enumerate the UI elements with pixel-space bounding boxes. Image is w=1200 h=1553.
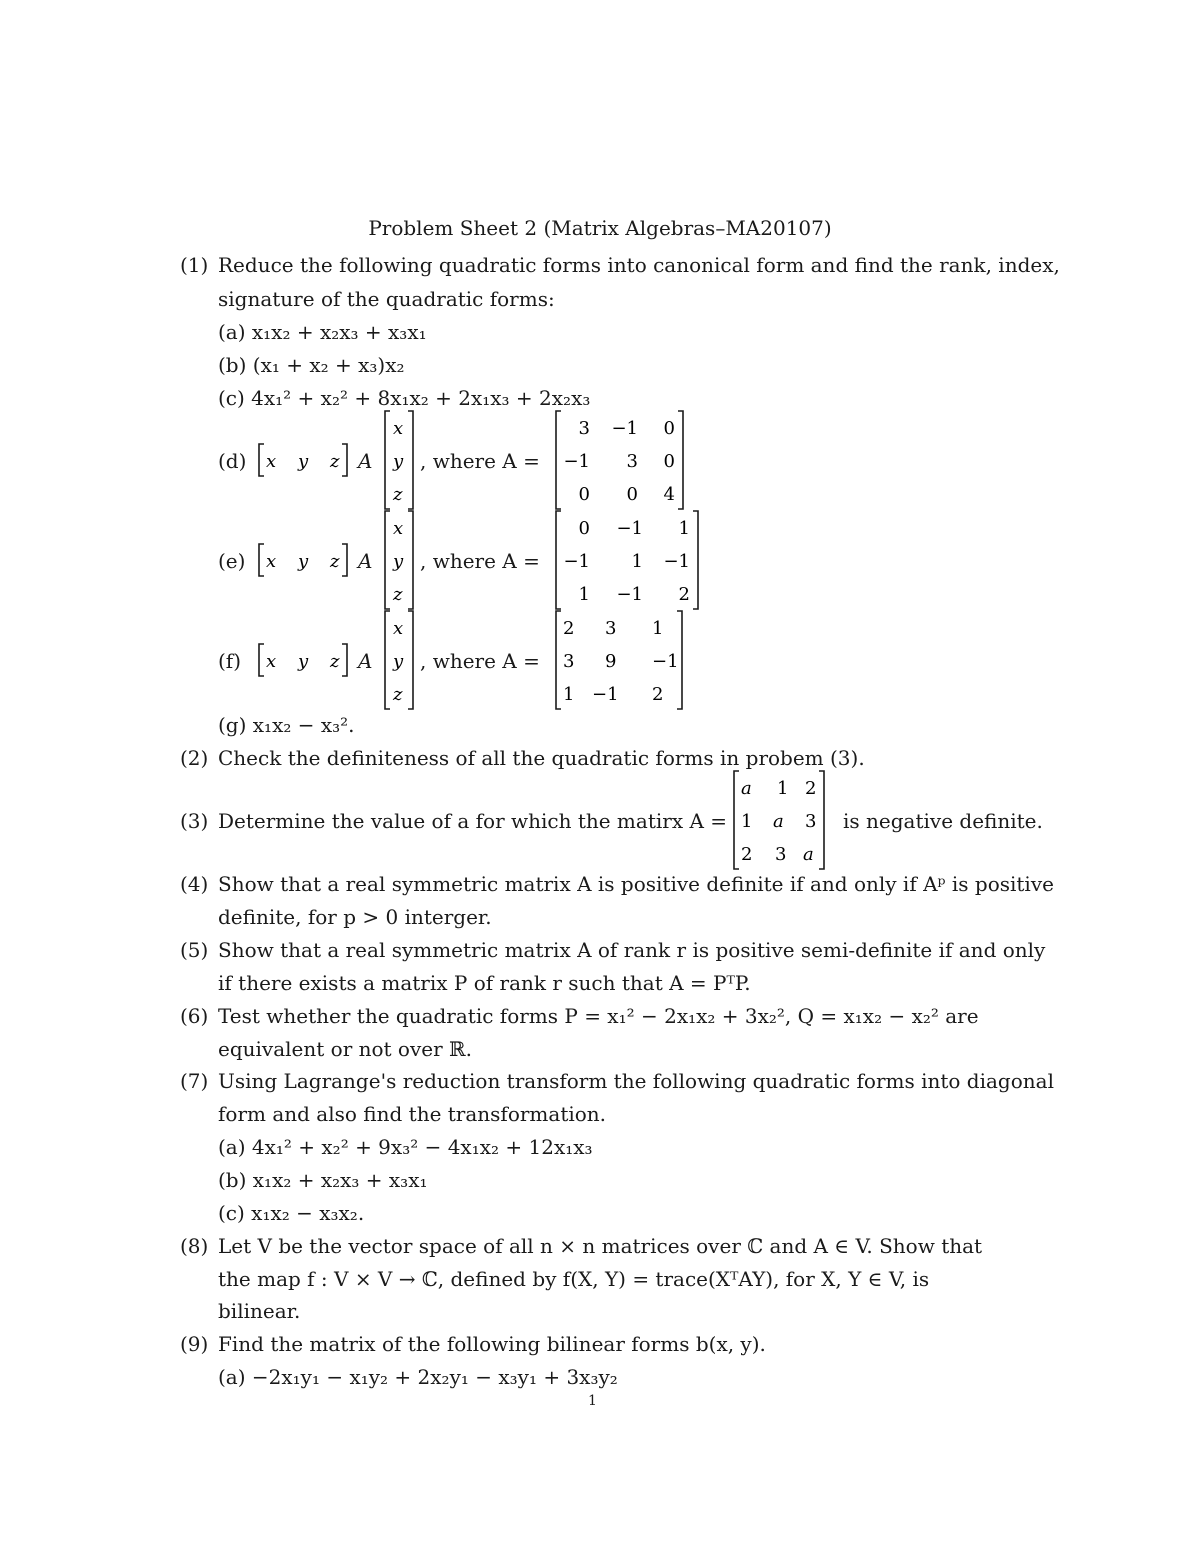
svg-text:x: x — [393, 418, 404, 439]
svg-text:x: x — [393, 618, 404, 639]
svg-text:0: 0 — [578, 518, 590, 539]
svg-text:4: 4 — [663, 484, 675, 505]
svg-text:−1: −1 — [616, 584, 643, 605]
problem-7-line1: Using Lagrange's reduction transform the following quadratic forms into diagonal — [218, 1069, 1054, 1093]
row-vec-y: y — [298, 451, 309, 472]
problem-7c: (c) x₁x₂ − x₃x₂. — [218, 1201, 365, 1225]
problem-1-number: (1) — [180, 253, 209, 277]
svg-text:−1: −1 — [663, 551, 690, 572]
svg-text:1: 1 — [652, 618, 664, 639]
problem-3-number: (3) — [180, 809, 209, 833]
svg-text:x: x — [266, 651, 277, 672]
svg-text:a: a — [773, 811, 784, 832]
svg-text:y: y — [298, 551, 309, 572]
problem-1c: (c) 4x₁² + x₂² + 8x₁x₂ + 2x₁x₃ + 2x₂x₃ — [218, 386, 591, 410]
svg-text:−1: −1 — [652, 651, 679, 672]
svg-text:1: 1 — [563, 684, 575, 705]
matrix-a-symbol: A — [358, 449, 373, 473]
problem-8-line2: the map f : V × V → ℂ, defined by f(X, Y) = trace(XᵀAY), for X, Y ∈ V, is — [218, 1267, 930, 1291]
svg-text:1: 1 — [578, 584, 590, 605]
svg-text:−1: −1 — [611, 418, 638, 439]
svg-text:3: 3 — [626, 451, 638, 472]
page-number: 1 — [588, 1393, 597, 1409]
svg-text:y: y — [393, 451, 404, 472]
svg-text:0: 0 — [578, 484, 590, 505]
svg-text:2: 2 — [678, 584, 690, 605]
svg-text:3: 3 — [605, 618, 617, 639]
matrix-f — [555, 610, 690, 715]
svg-text:0: 0 — [663, 418, 675, 439]
problem-4-number: (4) — [180, 872, 209, 896]
svg-text:y: y — [393, 651, 404, 672]
page-title: Problem Sheet 2 (Matrix Algebras–MA20107) — [368, 216, 832, 240]
problem-9-number: (9) — [180, 1332, 209, 1356]
problem-1b: (b) (x₁ + x₂ + x₃)x₂ — [218, 353, 405, 377]
problem-1-line1: Reduce the following quadratic forms into canonical form and find the rank, index, — [218, 253, 1060, 277]
svg-text:0: 0 — [626, 484, 638, 505]
svg-text:2: 2 — [563, 618, 575, 639]
svg-text:z: z — [330, 651, 340, 672]
column-vector-e — [384, 510, 418, 615]
problem-4-line1: Show that a real symmetric matrix A is positive definite if and only if Aᵖ is positive — [218, 872, 1054, 896]
problem-4-line2: definite, for p > 0 interger. — [218, 905, 492, 929]
where-label-d: , where A = — [420, 449, 540, 473]
svg-text:3: 3 — [805, 811, 817, 832]
problem-1e-label: (e) — [218, 549, 246, 573]
problem-5-number: (5) — [180, 938, 209, 962]
row-vector-d — [258, 443, 354, 482]
problem-9-line1: Find the matrix of the following bilinear forms b(x, y). — [218, 1332, 766, 1356]
problem-1-line2: signature of the quadratic forms: — [218, 287, 555, 311]
problem-1g: (g) x₁x₂ − x₃². — [218, 713, 355, 737]
svg-text:−1: −1 — [563, 451, 590, 472]
svg-text:y: y — [393, 551, 404, 572]
matrix-d — [555, 410, 690, 515]
svg-text:1: 1 — [741, 811, 753, 832]
row-vector-e — [258, 543, 354, 582]
problem-6-line1: Test whether the quadratic forms P = x₁² − 2x₁x₂ + 3x₂², Q = x₁x₂ − x₂² are — [218, 1004, 979, 1028]
svg-text:z: z — [393, 484, 403, 505]
svg-text:3: 3 — [775, 844, 787, 865]
matrix-a-symbol: A — [358, 649, 373, 673]
svg-text:3: 3 — [578, 418, 590, 439]
row-vec-z: z — [330, 451, 340, 472]
svg-text:x: x — [266, 551, 277, 572]
svg-text:a: a — [741, 778, 752, 799]
svg-text:0: 0 — [663, 451, 675, 472]
svg-text:9: 9 — [605, 651, 617, 672]
problem-8-number: (8) — [180, 1234, 209, 1258]
svg-text:x: x — [393, 518, 404, 539]
svg-text:1: 1 — [631, 551, 643, 572]
problem-7-line2: form and also find the transformation. — [218, 1102, 607, 1126]
problem-5-line1: Show that a real symmetric matrix A of rank r is positive semi-definite if and only — [218, 938, 1046, 962]
svg-text:2: 2 — [652, 684, 664, 705]
problem-6-number: (6) — [180, 1004, 209, 1028]
problem-2-text: Check the definiteness of all the quadratic forms in probem (3). — [218, 746, 865, 770]
svg-text:z: z — [330, 551, 340, 572]
svg-text:a: a — [803, 844, 814, 865]
svg-text:2: 2 — [805, 778, 817, 799]
problem-2-number: (2) — [180, 746, 209, 770]
svg-text:z: z — [393, 684, 403, 705]
row-vector-f — [258, 643, 354, 682]
where-label-e: , where A = — [420, 549, 540, 573]
svg-text:1: 1 — [678, 518, 690, 539]
problem-1f-label: (f) — [218, 649, 242, 673]
problem-5-line2: if there exists a matrix P of rank r such that A = PᵀP. — [218, 971, 751, 995]
svg-text:2: 2 — [741, 844, 753, 865]
matrix-p3 — [733, 770, 833, 875]
problem-8-line3: bilinear. — [218, 1299, 301, 1323]
svg-text:−1: −1 — [592, 684, 619, 705]
problem-8-line1: Let V be the vector space of all n × n matrices over ℂ and A ∈ V. Show that — [218, 1234, 983, 1258]
svg-text:−1: −1 — [616, 518, 643, 539]
column-vector-d — [384, 410, 418, 515]
svg-text:y: y — [298, 651, 309, 672]
matrix-a-symbol: A — [358, 549, 373, 573]
svg-text:−1: −1 — [563, 551, 590, 572]
row-vec-x: x — [266, 451, 277, 472]
problem-7a: (a) 4x₁² + x₂² + 9x₃² − 4x₁x₂ + 12x₁x₃ — [218, 1135, 593, 1159]
problem-7b: (b) x₁x₂ + x₂x₃ + x₃x₁ — [218, 1168, 428, 1192]
matrix-e — [555, 510, 705, 615]
problem-1a: (a) x₁x₂ + x₂x₃ + x₃x₁ — [218, 320, 427, 344]
svg-text:1: 1 — [777, 778, 789, 799]
problem-9a: (a) −2x₁y₁ − x₁y₂ + 2x₂y₁ − x₃y₁ + 3x₃y₂ — [218, 1365, 618, 1389]
problem-3-text-after: is negative definite. — [843, 809, 1043, 833]
where-label-f: , where A = — [420, 649, 540, 673]
problem-3-text: Determine the value of a for which the matirx A = — [218, 809, 728, 833]
problem-7-number: (7) — [180, 1069, 209, 1093]
svg-text:z: z — [393, 584, 403, 605]
svg-text:3: 3 — [563, 651, 575, 672]
problem-1d-label: (d) — [218, 449, 247, 473]
problem-6-line2: equivalent or not over ℝ. — [218, 1037, 472, 1061]
column-vector-f — [384, 610, 418, 715]
